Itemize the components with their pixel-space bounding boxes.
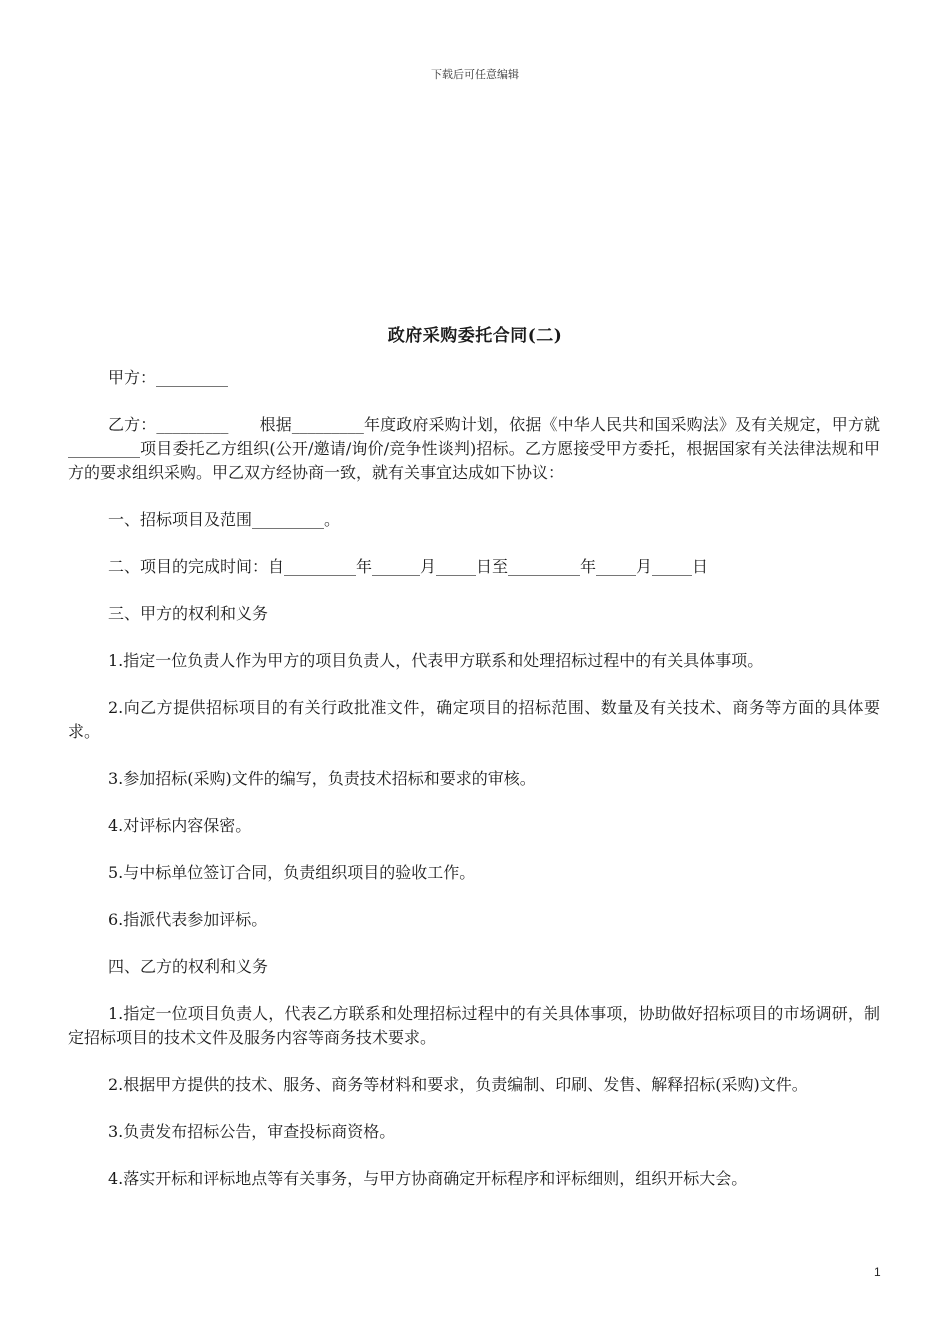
party-a-item-5: 5.与中标单位签订合同，负责组织项目的验收工作。 [108,863,476,882]
party-b-preamble: 乙方：_________ 根据_________年度政府采购计划，依据《中华人民共和国采购法》及有关规定，甲方就_________项目委托乙方组织(公开/邀请/询价/竞争性谈判)招标。乙方愿接受甲方委托，根据国家有关法律法规和甲方的要求组织采购。甲乙双方经协商一致，就有关事宜达成如下协议： [68,415,880,482]
document-body [68,366,880,1191]
party-a-item-3: 3.参加招标(采购)文件的编写，负责技术招标和要求的审核。 [108,769,536,788]
party-b-item-4: 4.落实开标和评标地点等有关事务，与甲方协商确定开标程序和评标细则，组织开标大会。 [108,1169,748,1188]
party-b-item-2: 2.根据甲方提供的技术、服务、商务等材料和要求，负责编制、印刷、发售、解释招标(采购)文件。 [108,1075,808,1094]
section-heading-party-a: 三、甲方的权利和义务 [108,604,269,623]
document-title: 政府采购委托合同(二) [387,326,563,346]
header-note: 下载后可任意编辑 [431,68,519,81]
section-heading-party-b: 四、乙方的权利和义务 [108,957,269,976]
party-a-item-2: 2.向乙方提供招标项目的有关行政批准文件，确定项目的招标范围、数量及有关技术、商务等方面的具体要求。 [68,698,880,741]
party-b-item-3: 3.负责发布招标公告，审查投标商资格。 [108,1122,396,1141]
clause-1-scope: 一、招标项目及范围_________。 [108,510,341,529]
party-a-item-6: 6.指派代表参加评标。 [108,910,268,929]
party-a-item-1: 1.指定一位负责人作为甲方的项目负责人，代表甲方联系和处理招标过程中的有关具体事项。 [108,651,764,670]
party-a-line: 甲方：_________ [108,368,229,387]
page-number: 1 [874,1265,881,1279]
party-a-item-4: 4.对评标内容保密。 [108,816,252,835]
clause-2-timeline: 二、项目的完成时间：自_________年______月_____日至_________年_____月_____日 [108,557,709,576]
party-b-item-1: 1.指定一位项目负责人，代表乙方联系和处理招标过程中的有关具体事项，协助做好招标项目的市场调研，制定招标项目的技术文件及服务内容等商务技术要求。 [68,1004,880,1047]
